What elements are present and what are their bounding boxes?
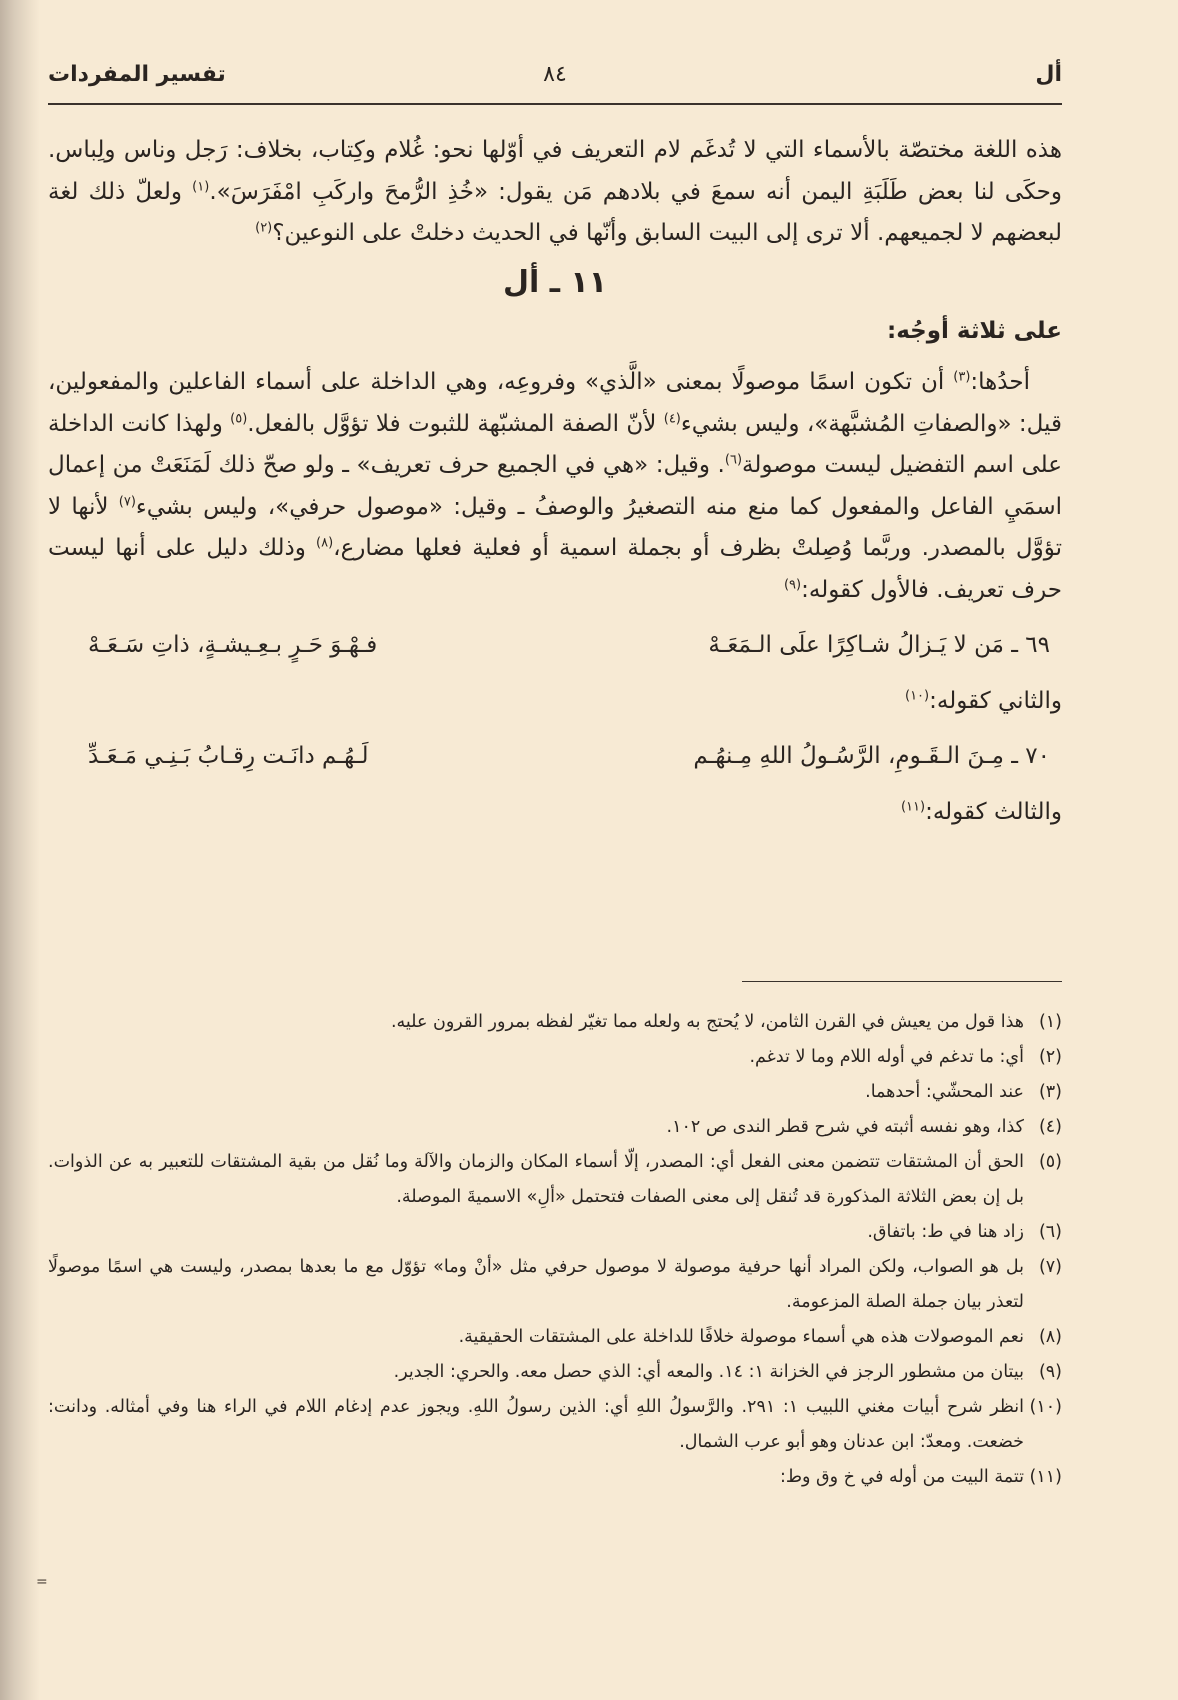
footnote-ref-4[interactable]: (٤) [663,410,681,426]
footnote-ref-6[interactable]: (٦) [724,452,743,468]
footnote-3: (٣) عند المحشّي: أحدهما. [865,1082,1062,1102]
footnote-8: (٨) نعم الموصولات هذه هي أسماء موصولة خلافًا للداخلة على المشتقات الحقيقية. [458,1327,1062,1347]
footnotes [48,1005,1062,1495]
header-book-title: تفسير المفردات [48,62,226,87]
second-aspect-intro: والثاني كقوله:$^{(١٠)}$ [904,687,1062,714]
footnote-ref-3[interactable]: (٣) [953,369,971,385]
footnote-7: (٧) بل هو الصواب، ولكن المراد أنها حرفية موصولة لا موصول حرفي مثل «أنْ وما» تؤوّل مع ما بعدها بمصدر، وليست هي اسمًا موصولًا لتعذر بيان جملة الصلة المزعومة. [48,1257,1062,1312]
page-number: ٨٤ [543,62,567,87]
paragraph-intro: هذه اللغة مختصّة بالأسماء التي لا تُدغَم لام التعريف في أوّلها نحو: غُلام وكِتاب، بخلاف: رَجل وناس ولِباس. وحكَى لنا بعض طَلَبَةِ اليمن أنه سمعَ في بلادهم مَن يقول: «خُذِ الرُّمحَ واركَبِ امْفَرَسَ».$^{(١)}$ ولعلّ ذلك لغة لبعضهم لا لجميعهم. ألا ترى إلى البيت السابق وأنّها في الحديث دخلتْ على النوعين؟$^{(٢)}$ [48,137,1062,246]
verse-69 [48,625,1062,667]
book-page [48,0,1062,1700]
footnote-6: (٦) زاد هنا في ط: باتفاق. [867,1222,1062,1242]
section-lead: على ثلاثة أوجُه: [887,317,1062,344]
verse-69-second-hemistich: فـهْـوَ حَـرٍ بـعِـيشـةٍ، ذاتِ سَـعَـهْ [88,632,378,658]
footnote-10: (١٠) انظر شرح أبيات مغني اللبيب ١: ٢٩١. والرَّسولُ اللهِ أي: الذين رسولُ اللهِ. ويجوز عدم إدغام اللام في الراء هنا وفي أمثاله. ودانت: خضعت. ومعدّ: ابن عدنان وهو أبو عرب الشمال. [48,1397,1062,1452]
continuation-mark: = [36,1574,48,1590]
footnote-1: (١) هذا قول من يعيش في القرن الثامن، لا يُحتج به ولعله مما تغيّر لفظه بمرور القرون عليه. [390,1012,1062,1032]
footnote-2: (٢) أي: ما تدغم في أوله اللام وما لا تدغم. [749,1047,1062,1067]
footnote-ref-10[interactable]: (١٠) [904,687,930,703]
footnote-9: (٩) بيتان من مشطور الرجز في الخزانة ١: ١٤. والمعه أي: الذي حصل معه. والحري: الجدير. [393,1362,1062,1382]
verse-69-first-hemistich: ٦٩ ـ مَن لا يَـزالُ شـاكِرًا علَى الـمَعَـهْ [708,632,1050,658]
verse-70-first-hemistich: ٧٠ ـ مِـنَ الـقَـومِ، الرَّسُـولُ اللهِ مِـنهُـم [693,743,1050,769]
section-title: ١١ ـ أل [502,264,608,300]
footnote-divider [742,981,1062,982]
footnote-ref-1[interactable]: (١) [192,178,210,194]
book-gutter-shadow [0,0,40,1700]
verse-70-second-hemistich: لَـهُـم دانَـت رِقـابُ بَـنِـي مَـعَـدِّ [88,743,369,769]
header-divider [48,103,1062,105]
footnote-ref-8[interactable]: (٨) [316,535,334,551]
footnote-ref-9[interactable]: (٩) [783,576,802,592]
third-aspect-intro: والثالث كقوله:$^{(١١)}$ [900,798,1062,825]
paragraph-first-aspect: أحدُها:$^{(٣)}$ أن تكون اسمًا موصولًا بمعنى «الَّذي» وفروعِه، وهي الداخلة على أسماء الفاعلين والمفعولين، قيل: «والصفاتِ المُشبَّهة»، وليس بشيء$^{(٤)}$ لأنّ الصفة المشبّهة للثبوت فلا تؤوَّل بالفعل.$^{(٥)}$ ولهذا كانت الداخلة على اسم التفضيل ليست موصولة$^{(٦)}$. وقيل: «هي في الجميع حرف تعريف» ـ ولو صحّ ذلك لَمَنَعَتْ من إعمال اسمَيِ الفاعل والمفعول كما منع منه التصغيرُ والوصفُ ـ وقيل: «موصول حرفي»، وليس بشيء$^{(٧)}$ لأنها لا تؤوَّل بالمصدر. وربَّما وُصِلتْ بظرف أو بجملة اسمية أو فعلية فعلها مضارع،$^{(٨)}$ وذلك دليل على أنها ليست حرف تعريف. فالأول كقوله:$^{(٩)}$ [48,369,1062,603]
footnote-ref-7[interactable]: (٧) [118,493,136,509]
running-header [48,62,1062,96]
verse-70 [48,736,1062,778]
footnote-11: (١١) تتمة البيت من أوله في خ وق وط: [779,1467,1062,1487]
footnote-ref-2[interactable]: (٢) [255,220,273,236]
footnote-ref-11[interactable]: (١١) [900,798,926,814]
footnote-4: (٤) كذا، وهو نفسه أثبته في شرح قطر الندى ص ١٠٢. [666,1117,1062,1137]
header-entry-word: أل [1035,62,1062,87]
footnote-5: (٥) الحق أن المشتقات تتضمن معنى الفعل أي: المصدر، إلّا أسماء المكان والزمان والآلة وما نُقل من بقية المشتقات للتعبير به عن الذوات. بل إن بعض الثلاثة المذكورة قد تُنقل إلى معنى الصفات فتحتمل «ألِ» الاسميةَ الموصلة. [48,1152,1062,1207]
footnote-ref-5[interactable]: (٥) [230,410,248,426]
main-text [48,130,1062,833]
